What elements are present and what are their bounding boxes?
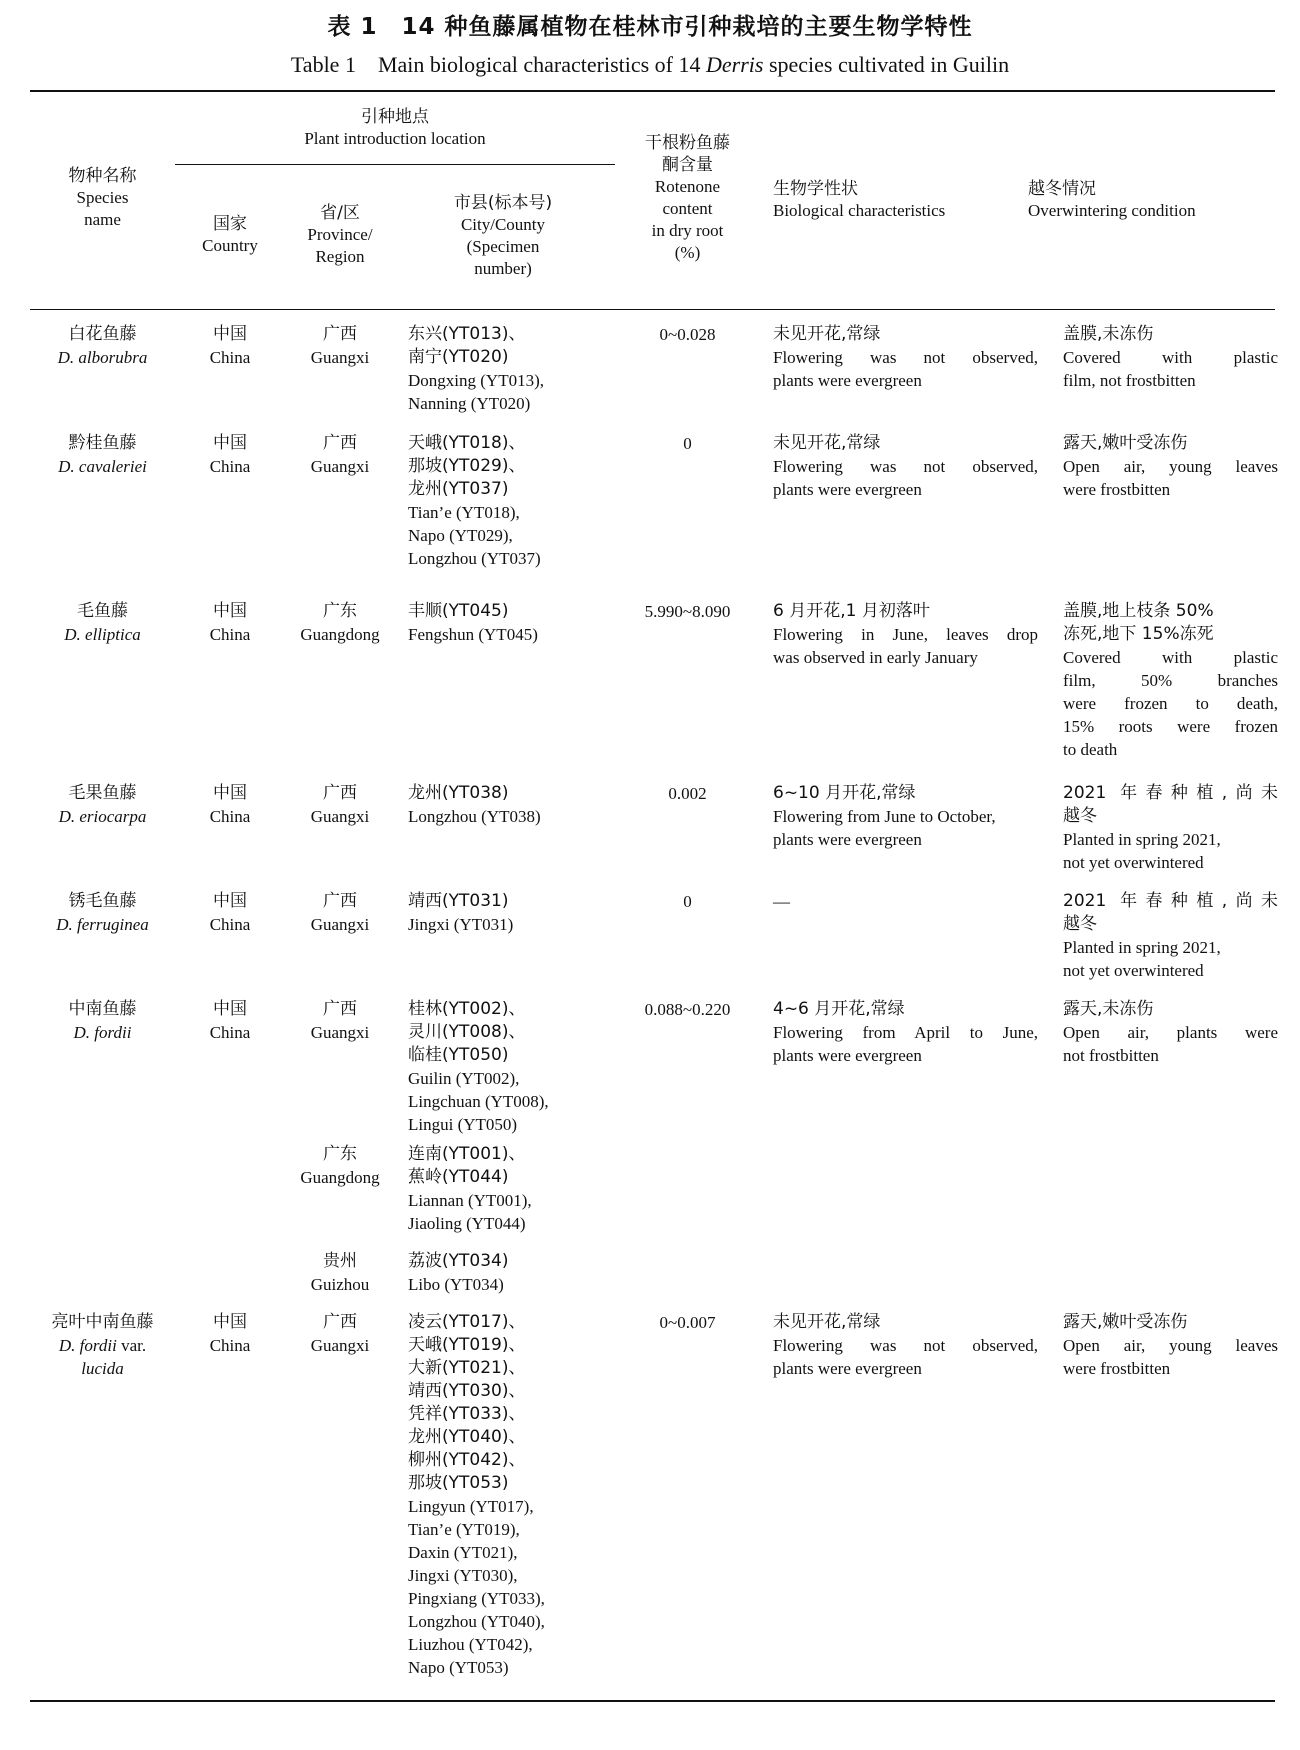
header-bio: 生物学性状 Biological characteristics [773,179,946,220]
country-cell: 中国 China [209,324,251,367]
species-cell: 毛鱼藤 D. elliptica [64,601,141,644]
country-cell: 中国 China [209,601,251,644]
table-title-en: Table 1 Main biological characteristics of 14 Derris species cultivated in Guilin [290,52,1010,77]
city-cell: 凌云(YT017)、 天峨(YT019)、 大新(YT021)、 靖西(YT030)、 凭祥(YT033)、 龙州(YT040)、 柳州(YT042)、 那坡(YT053) Lingyun (YT017), Tian’e (YT019), Daxin (YT021), Jingxi (YT030), Pingxiang (YT033), Longzhou (YT040), Liuzhou (YT042), Napo (YT053) [408,1312,545,1677]
header-species: 物种名称 Species name [68,166,137,229]
winter-cell: 盖膜,地上枝条 50% 冻死,地下 15%冻死 Covered with plastic film, 50% branches were frozen to death, 15% roots were frozen to death [1063,601,1278,759]
species-cell: 黔桂鱼藤 D. cavaleriei [58,433,147,476]
species-cell: 白花鱼藤 D. alborubra [57,324,148,367]
bio-cell: 6~10 月开花,常绿 Flowering from June to October, plants were evergreen [773,783,996,849]
winter-cell: 露天,嫩叶受冻伤 Open air, young leaves were frostbitten [1063,433,1278,499]
province-cell: 广西 Guangxi [310,433,370,476]
city-cell: 天峨(YT018)、 那坡(YT029)、 龙州(YT037) Tian’e (YT018), Napo (YT029), Longzhou (YT037) [408,433,541,568]
winter-cell: 露天,嫩叶受冻伤 Open air, young leaves were frostbitten [1063,1312,1278,1378]
city-cell: 丰顺(YT045) Fengshun (YT045) [408,601,538,644]
winter-cell: 盖膜,未冻伤 Covered with plastic film, not frostbitten [1063,324,1278,390]
country-cell: 中国 China [209,433,251,476]
rotenone-cell: 0 [683,434,692,453]
species-cell: 锈毛鱼藤 D. ferruginea [56,891,149,934]
province-cell-3: 贵州 Guizhou [310,1251,370,1294]
header-winter: 越冬情况 Overwintering condition [1028,179,1196,220]
top-rule [30,90,1275,92]
province-cell-2: 广东 Guangdong [300,1144,380,1187]
city-cell: 桂林(YT002)、 灵川(YT008)、 临桂(YT050) Guilin (YT002), Lingchuan (YT008), Lingui (YT050) 连南(YT001)、 蕉岭(YT044) Liannan (YT001), Jiaoling (YT044) 荔波(YT034) Libo (YT034) [408,998,618,1136]
rotenone-cell: 0 [683,892,692,911]
bio-cell: 未见开花,常绿 Flowering was not observed, plants were evergreen [773,433,1038,499]
province-cell: 广东 Guangdong [300,601,380,644]
bio-cell: — [773,892,790,911]
bio-cell: 6 月开花,1 月初落叶 Flowering in June, leaves drop was observed in early January [773,601,1038,667]
header-country: 国家 Country [202,214,258,255]
species-cell: 毛果鱼藤 D. eriocarpa [58,783,147,826]
bottom-rule [30,1700,1275,1702]
province-cell: 广西 Guangxi [310,1312,370,1355]
country-cell: 中国 China [209,999,251,1042]
rotenone-cell: 0.002 [668,784,707,803]
species-cell: 亮叶中南鱼藤 D. fordii var. lucida [51,1312,154,1378]
city-cell-3: 荔波(YT034) Libo (YT034) [408,1251,509,1294]
bio-cell: 未见开花,常绿 Flowering was not observed, plants were evergreen [773,324,1038,390]
winter-cell: 2021 年春种植,尚未 越冬 Planted in spring 2021, not yet overwintered [1063,891,1278,980]
location-subheader-rule [175,164,615,165]
header-rotenone: 干根粉鱼藤 酮含量 Rotenone content in dry root (%) [645,133,730,262]
bio-cell: 未见开花,常绿 Flowering was not observed, plants were evergreen [773,1312,1038,1378]
species-cell: 中南鱼藤 D. fordii [68,999,137,1042]
rotenone-cell: 5.990~8.090 [644,602,731,621]
city-cell: 靖西(YT031) Jingxi (YT031) [408,891,514,934]
province-cell: 广西 Guangxi [310,891,370,934]
winter-cell: 露天,未冻伤 Open air, plants were not frostbitten [1063,999,1278,1065]
rotenone-cell: 0.088~0.220 [644,1000,731,1019]
rotenone-cell: 0~0.028 [659,325,716,344]
province-cell: 广西 Guangxi [310,783,370,826]
country-cell: 中国 China [209,783,251,826]
header-province: 省/区 Province/ Region [307,203,373,266]
country-cell: 中国 China [209,891,251,934]
province-cell: 广西 Guangxi [310,324,370,367]
city-cell-2: 连南(YT001)、 蕉岭(YT044) Liannan (YT001), Jiaoling (YT044) [408,1144,532,1233]
country-cell: 中国 China [209,1312,251,1355]
header-city: 市县(标本号) City/County (Specimen number) [453,193,553,278]
bio-cell: 4~6 月开花,常绿 Flowering from April to June, plants were evergreen [773,999,1038,1065]
header-bottom-rule [30,309,1275,310]
city-cell: 龙州(YT038) Longzhou (YT038) [408,783,541,826]
province-cell: 广西 Guangxi 广东 Guangdong 贵州 Guizhou [285,998,395,1044]
header-location: 引种地点 Plant introduction location [304,107,486,148]
rotenone-cell: 0~0.007 [659,1313,716,1332]
table-title-zh: 表 1 14 种鱼藤属植物在桂林市引种栽培的主要生物学特性 [327,14,973,40]
winter-cell: 2021 年春种植,尚未 越冬 Planted in spring 2021, not yet overwintered [1063,783,1278,872]
city-cell: 东兴(YT013)、 南宁(YT020) Dongxing (YT013), Nanning (YT020) [408,324,544,413]
